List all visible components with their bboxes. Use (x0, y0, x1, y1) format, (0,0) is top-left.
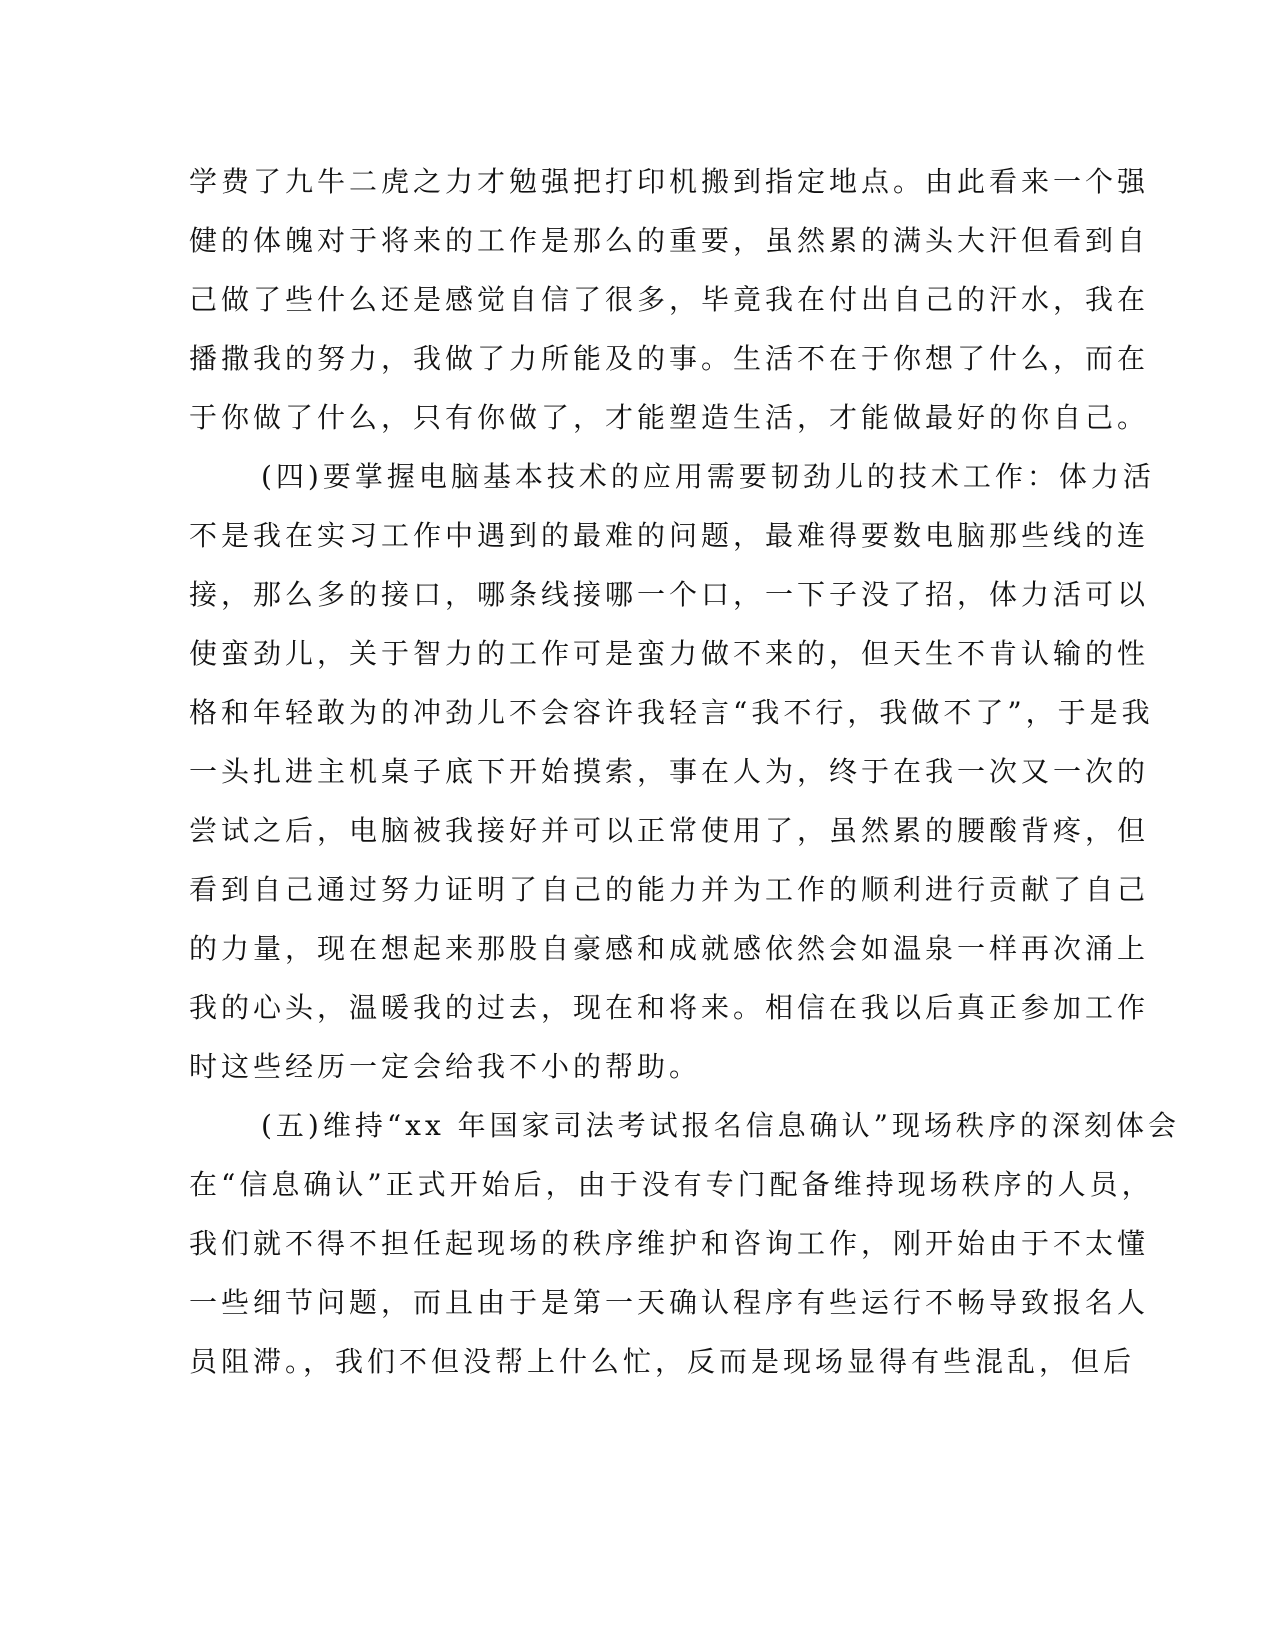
text-line: 不是我在实习工作中遇到的最难的问题，最难得要数电脑那些线的连 (189, 519, 1150, 552)
text-line: 格和年轻敢为的冲劲儿不会容许我轻言“我不行，我做不了”，于是我 (189, 696, 1154, 729)
text-line: 学费了九牛二虎之力才勉强把打印机搬到指定地点。由此看来一个强 (189, 165, 1150, 198)
text-line: 的力量，现在想起来那股自豪感和成就感依然会如温泉一样再次涌上 (189, 932, 1150, 965)
paragraph-heading-4: (四)要掌握电脑基本技术的应用需要韧劲儿的技术工作：体力活 (261, 460, 1155, 493)
text-line: 我的心头，温暖我的过去，现在和将来。相信在我以后真正参加工作 (189, 991, 1150, 1024)
text-line: 健的体魄对于将来的工作是那么的重要，虽然累的满头大汗但看到自 (189, 224, 1150, 257)
text-line: 使蛮劲儿，关于智力的工作可是蛮力做不来的，但天生不肯认输的性 (189, 637, 1150, 670)
text-line: 接，那么多的接口，哪条线接哪一个口，一下子没了招，体力活可以 (189, 578, 1150, 611)
text-line: 我们就不得不担任起现场的秩序维护和咨询工作，刚开始由于不太懂 (189, 1227, 1150, 1260)
text-line: 尝试之后，电脑被我接好并可以正常使用了，虽然累的腰酸背疼，但 (189, 814, 1150, 847)
text-line: 看到自己通过努力证明了自己的能力并为工作的顺利进行贡献了自己 (189, 873, 1150, 906)
text-line: 时这些经历一定会给我不小的帮助。 (189, 1050, 702, 1083)
text-line: 员阻滞。，我们不但没帮上什么忙，反而是现场显得有些混乱，但后 (189, 1345, 1136, 1378)
text-line: 于你做了什么，只有你做了，才能塑造生活，才能做最好的你自己。 (189, 401, 1150, 434)
text-line: 一些细节问题，而且由于是第一天确认程序有些运行不畅导致报名人 (189, 1286, 1150, 1319)
text-line: 一头扎进主机桌子底下开始摸索，事在人为，终于在我一次又一次的 (189, 755, 1150, 788)
text-line: 己做了些什么还是感觉自信了很多，毕竟我在付出自己的汗水，我在 (189, 283, 1150, 316)
text-line: 在“信息确认”正式开始后，由于没有专门配备维持现场秩序的人员， (189, 1168, 1154, 1201)
paragraph-heading-5: (五)维持“xx 年国家司法考试报名信息确认”现场秩序的深刻体会 (261, 1109, 1180, 1142)
text-line: 播撒我的努力，我做了力所能及的事。生活不在于你想了什么，而在 (189, 342, 1150, 375)
